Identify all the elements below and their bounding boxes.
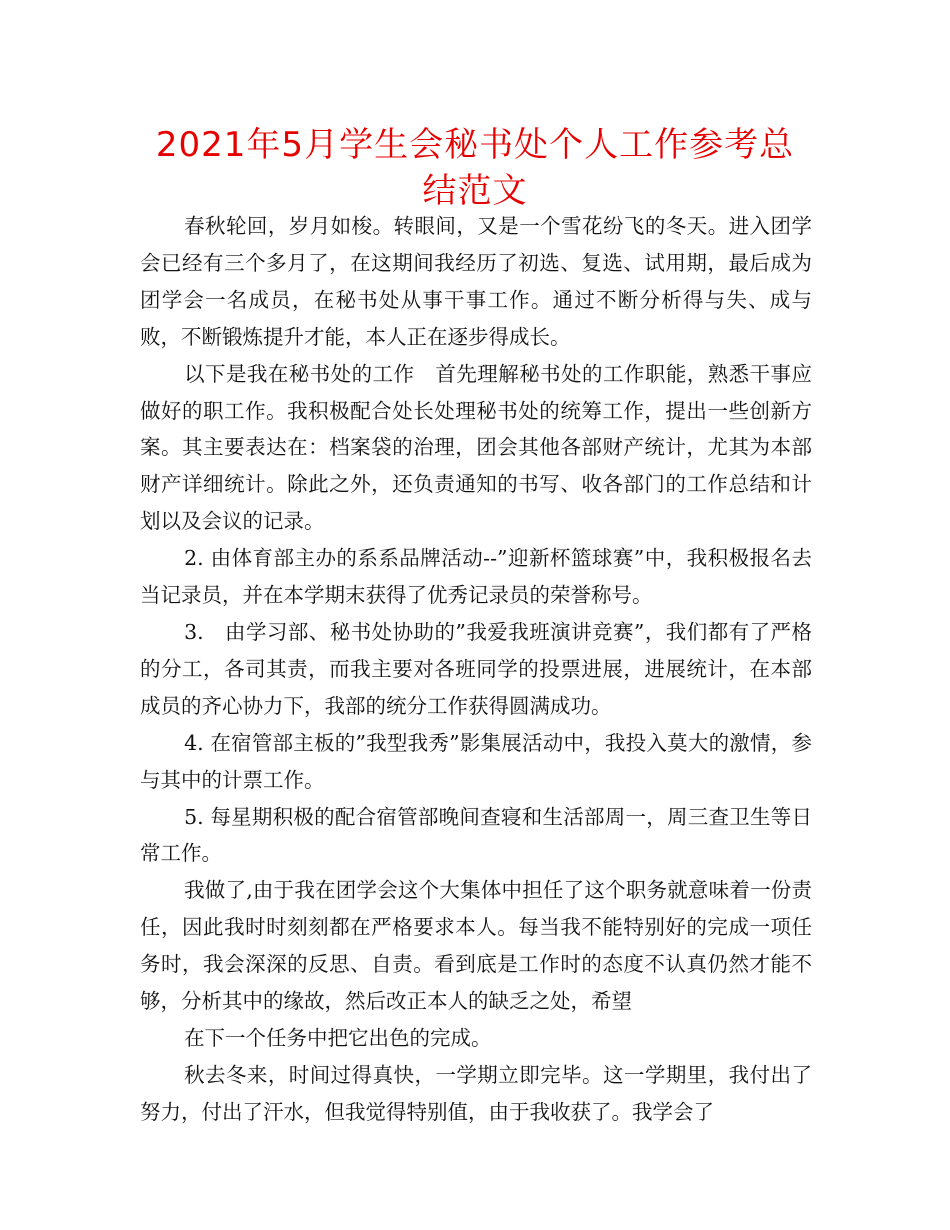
document-body (140, 208, 812, 1131)
paragraph: 2. 由体育部主办的系系品牌活动--”迎新杯篮球赛”中，我积极报名去当记录员，并在本学期末获得了优秀记录员的荣誉称号。 (140, 546, 812, 608)
paragraph: 在下一个任务中把它出色的完成。 (184, 1025, 492, 1050)
paragraph: 5. 每星期积极的配合宿管部晚间查寝和生活部周一，周三查卫生等日常工作。 (140, 804, 812, 866)
paragraph: 以下是我在秘书处的工作 首先理解秘书处的工作职能，熟悉干事应做好的职工作。我积极配合处长处理秘书处的统筹工作，提出一些创新方案。其主要表达在：档案袋的治理，团会其他各部财产统计，尤其为本部财产详细统计。除此之外，还负责通知的书写、收各部门的工作总结和计划以及会议的记录。 (140, 361, 812, 534)
document-title: 2021年5月学生会秘书处个人工作参考总结范文 (155, 125, 795, 211)
paragraph: 秋去冬来，时间过得真快，一学期立即完毕。这一学期里，我付出了努力，付出了汗水，但我觉得特别值，由于我收获了。我学会了 (140, 1062, 812, 1124)
paragraph: 4. 在宿管部主板的”我型我秀”影集展活动中，我投入莫大的激情，参与其中的计票工作。 (140, 730, 812, 792)
paragraph: 3. 由学习部、秘书处协助的”我爱我班演讲竞赛”，我们都有了严格的分工，各司其责，而我主要对各班同学的投票进展，进展统计，在本部成员的齐心协力下，我部的统分工作获得圆满成功。 (140, 619, 812, 718)
paragraph: 春秋轮回，岁月如梭。转眼间，又是一个雪花纷飞的冬天。进入团学会已经有三个多月了，在这期间我经历了初选、复选、试用期，最后成为团学会一名成员，在秘书处从事干事工作。通过不断分析得与失、成与败，不断锻炼提升才能，本人正在逐步得成长。 (140, 214, 812, 349)
paragraph: 我做了,由于我在团学会这个大集体中担任了这个职务就意味着一份责任，因此我时时刻刻都在严格要求本人。每当我不能特别好的完成一项任务时，我会深深的反思、自责。看到底是工作时的态度不认真仍然才能不够，分析其中的缘故，然后改正本人的缺乏之处，希望 (140, 878, 812, 1014)
